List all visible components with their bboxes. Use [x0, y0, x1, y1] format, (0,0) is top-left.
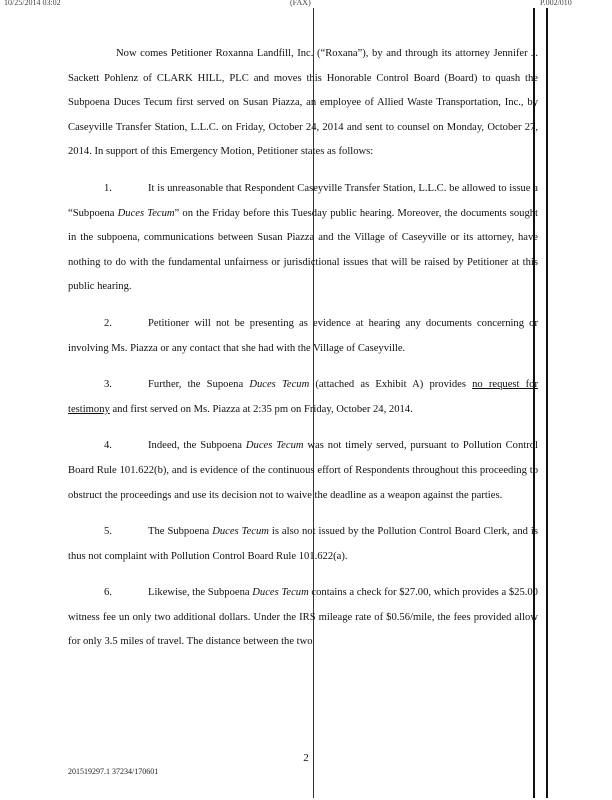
fax-number: (FAX) [290, 0, 311, 7]
paragraph-number: 1. [104, 182, 112, 194]
page-number: 2 [303, 752, 309, 764]
numbered-paragraph-3: 3. Further, the Supoena Duces Tecum (attached as Exhibit A) provides no request for testimony and first served on Ms. Piazza at 2:35 pm on Friday, October 24, 2014. [68, 373, 538, 422]
intro-paragraph: Now comes Petitioner Roxanna Landfill, Inc. (“Roxana”), by and through its attorney Jennifer J. Sackett Pohlenz of CLARK HILL, PLC and moves this Honorable Control Board (Board) to quash the Subpoena Duces Tecum first served on Susan Piazza, an employee of Allied Waste Transportation, Inc., by Caseyville Transfer Station, L.L.C. on Friday, October 24, 2014 and sent to counsel on Monday, October 27, 2014. In support of this Emergency Motion, Petitioner states as follows: [68, 48, 538, 158]
numbered-paragraph-4: 4. Indeed, the Subpoena Duces Tecum was not timely served, pursuant to Pollution Control Board Rule 101.622(b), and is evidence of the continuous effort of Respondents throughout this proceeding to obstruct the proceedings and use its decision not to waive the deadline as a weapon against the parties. [68, 434, 538, 508]
numbered-paragraph-6: 6. Likewise, the Subpoena Duces Tecum contains a check for $27.00, which provides a $25.00 witness fee un only two additional dollars. Under the IRS mileage rate of $0.56/mile, the fees provided allow for only 3.5 miles of travel. The distance between the two [68, 581, 538, 655]
paragraph-number: 3. [104, 379, 112, 391]
numbered-paragraph-2: 2. Petitioner will not be presenting as evidence at hearing any documents concerning or involving Ms. Piazza or any contact that she had with the Village of Caseyville. [68, 312, 538, 361]
underlined-phrase: no request for testimony [68, 379, 538, 415]
paragraph-number: 2. [104, 317, 112, 329]
paragraph-number: 6. [104, 587, 112, 599]
fax-page: P.002/010 [540, 0, 572, 7]
document-id: 201519297.1 37234/170601 [68, 767, 159, 776]
numbered-paragraph-5: 5. The Subpoena Duces Tecum is also not issued by the Pollution Control Board Clerk, and is thus not complaint with Pollution Control Board Rule 101.622(a). [68, 520, 538, 569]
scan-line-right-2 [546, 8, 548, 798]
paragraph-number: 5. [104, 526, 112, 538]
fax-header [0, 0, 612, 9]
paragraph-number: 4. [104, 440, 112, 452]
numbered-paragraph-1: 1. It is unreasonable that Respondent Caseyville Transfer Station, L.L.C. be allowed to issue a “Subpoena Duces Tecum” on the Friday before this Tuesday public hearing. Moreover, the documents sought in the subpoena, communications between Susan Piazza and the Village of Caseyville or its attorney, have nothing to do with the fundamental unfairness or jurisdictional issues that will be raised by Petitioner at this public hearing. [68, 177, 538, 300]
motion-body [68, 42, 538, 655]
fax-date: 10/25/2014 03:02 [4, 0, 61, 7]
